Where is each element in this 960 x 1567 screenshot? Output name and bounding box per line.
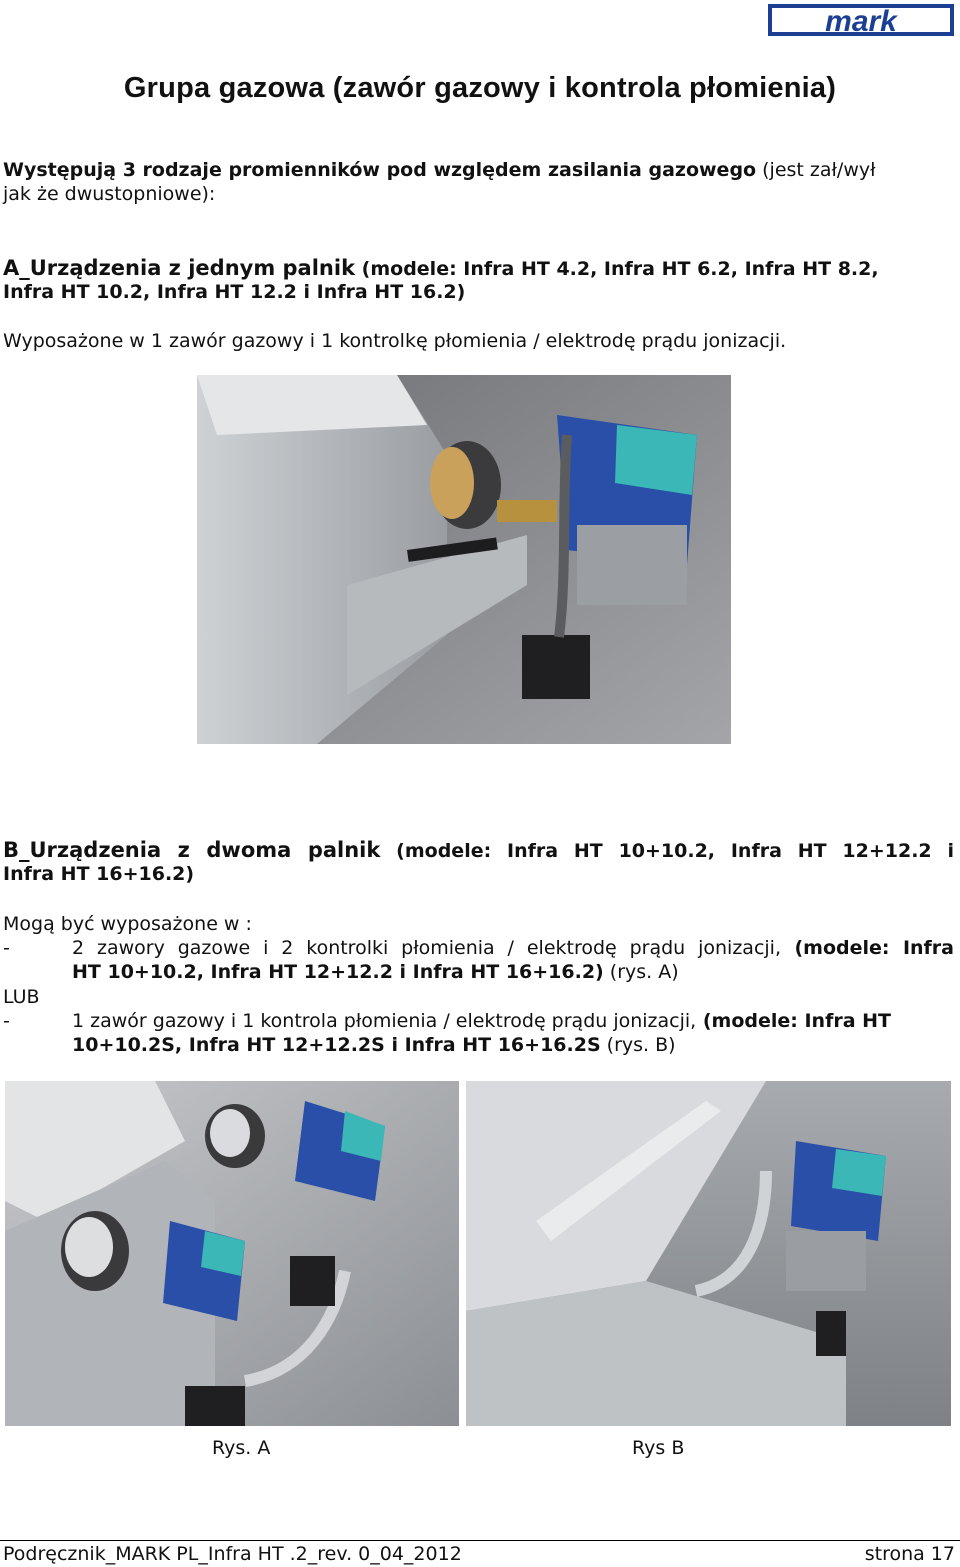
- footer-page-number: strona 17: [864, 1543, 955, 1565]
- item-1-ref: (rys. A): [603, 961, 679, 983]
- caption-rys-b: Rys B: [632, 1437, 685, 1459]
- footer-divider: [0, 1540, 960, 1541]
- item-1-text: 2 zawory gazowe i 2 kontrolki płomienia / elektrodę prądu jonizacji,: [72, 937, 781, 959]
- item-1-line-1: [72, 936, 954, 960]
- section-a-models-l1: (modele: Infra HT 4.2, Infra HT 6.2, Infra HT 8.2,: [355, 258, 879, 280]
- item-1-bold-l1: (modele: Infra: [781, 937, 954, 959]
- photo-rys-b: [466, 1081, 951, 1426]
- logo-text: mark: [825, 5, 897, 36]
- item-2-ref: (rys. B): [600, 1034, 676, 1056]
- section-a-description: Wyposażone w 1 zawór gazowy i 1 kontrolkę płomienia / elektrodę prądu jonizacji.: [3, 330, 787, 352]
- item-1-bold-l2: HT 10+10.2, Infra HT 12+12.2 i Infra HT 16+16.2): [72, 961, 604, 983]
- item-2-bold-l2: 10+10.2S, Infra HT 12+12.2S i Infra HT 16+16.2S: [72, 1034, 601, 1056]
- caption-rys-a: Rys. A: [212, 1437, 271, 1459]
- section-b-models-l1: (modele: Infra HT 10+10.2, Infra HT 12+12.2 i: [380, 840, 954, 862]
- section-b-heading: [3, 838, 954, 863]
- footer-document-id: Podręcznik_MARK PL_Infra HT .2_rev. 0_04_2012: [3, 1543, 462, 1565]
- item-2-line-2: [72, 1033, 676, 1057]
- section-b-heading-bold: B_Urządzenia z dwoma palnik: [3, 838, 381, 862]
- item-2-line-1: [72, 1009, 891, 1033]
- section-b-models-l2: Infra HT 16+16.2): [3, 863, 195, 885]
- brand-logo: [768, 4, 954, 36]
- photo-rys-a: [5, 1081, 459, 1426]
- intro-rest: (jest zał/wył: [756, 159, 876, 181]
- intro-bold: Występują 3 rodzaje promienników pod względem zasilania gazowego: [3, 159, 757, 181]
- item-2-dash: -: [3, 1010, 10, 1032]
- section-b-intro: Mogą być wyposażone w :: [3, 913, 252, 935]
- item-2-text: 1 zawór gazowy i 1 kontrola płomienia / elektrodę prądu jonizacji,: [72, 1010, 697, 1032]
- photo-single-burner: [197, 375, 731, 744]
- section-a-heading-bold: A_Urządzenia z jednym palnik: [3, 256, 356, 280]
- intro-line-2: jak że dwustopniowe):: [3, 183, 216, 205]
- item-1-line-2: [72, 960, 679, 984]
- or-word: LUB: [3, 986, 40, 1008]
- item-1-dash: -: [3, 937, 10, 959]
- item-2-bold-l1: (modele: Infra HT: [696, 1010, 891, 1032]
- section-a-heading: [3, 256, 879, 281]
- page-title: Grupa gazowa (zawór gazowy i kontrola płomienia): [123, 72, 837, 104]
- section-a-models-l2: Infra HT 10.2, Infra HT 12.2 i Infra HT 16.2): [3, 281, 466, 303]
- intro-line-1: [3, 158, 955, 182]
